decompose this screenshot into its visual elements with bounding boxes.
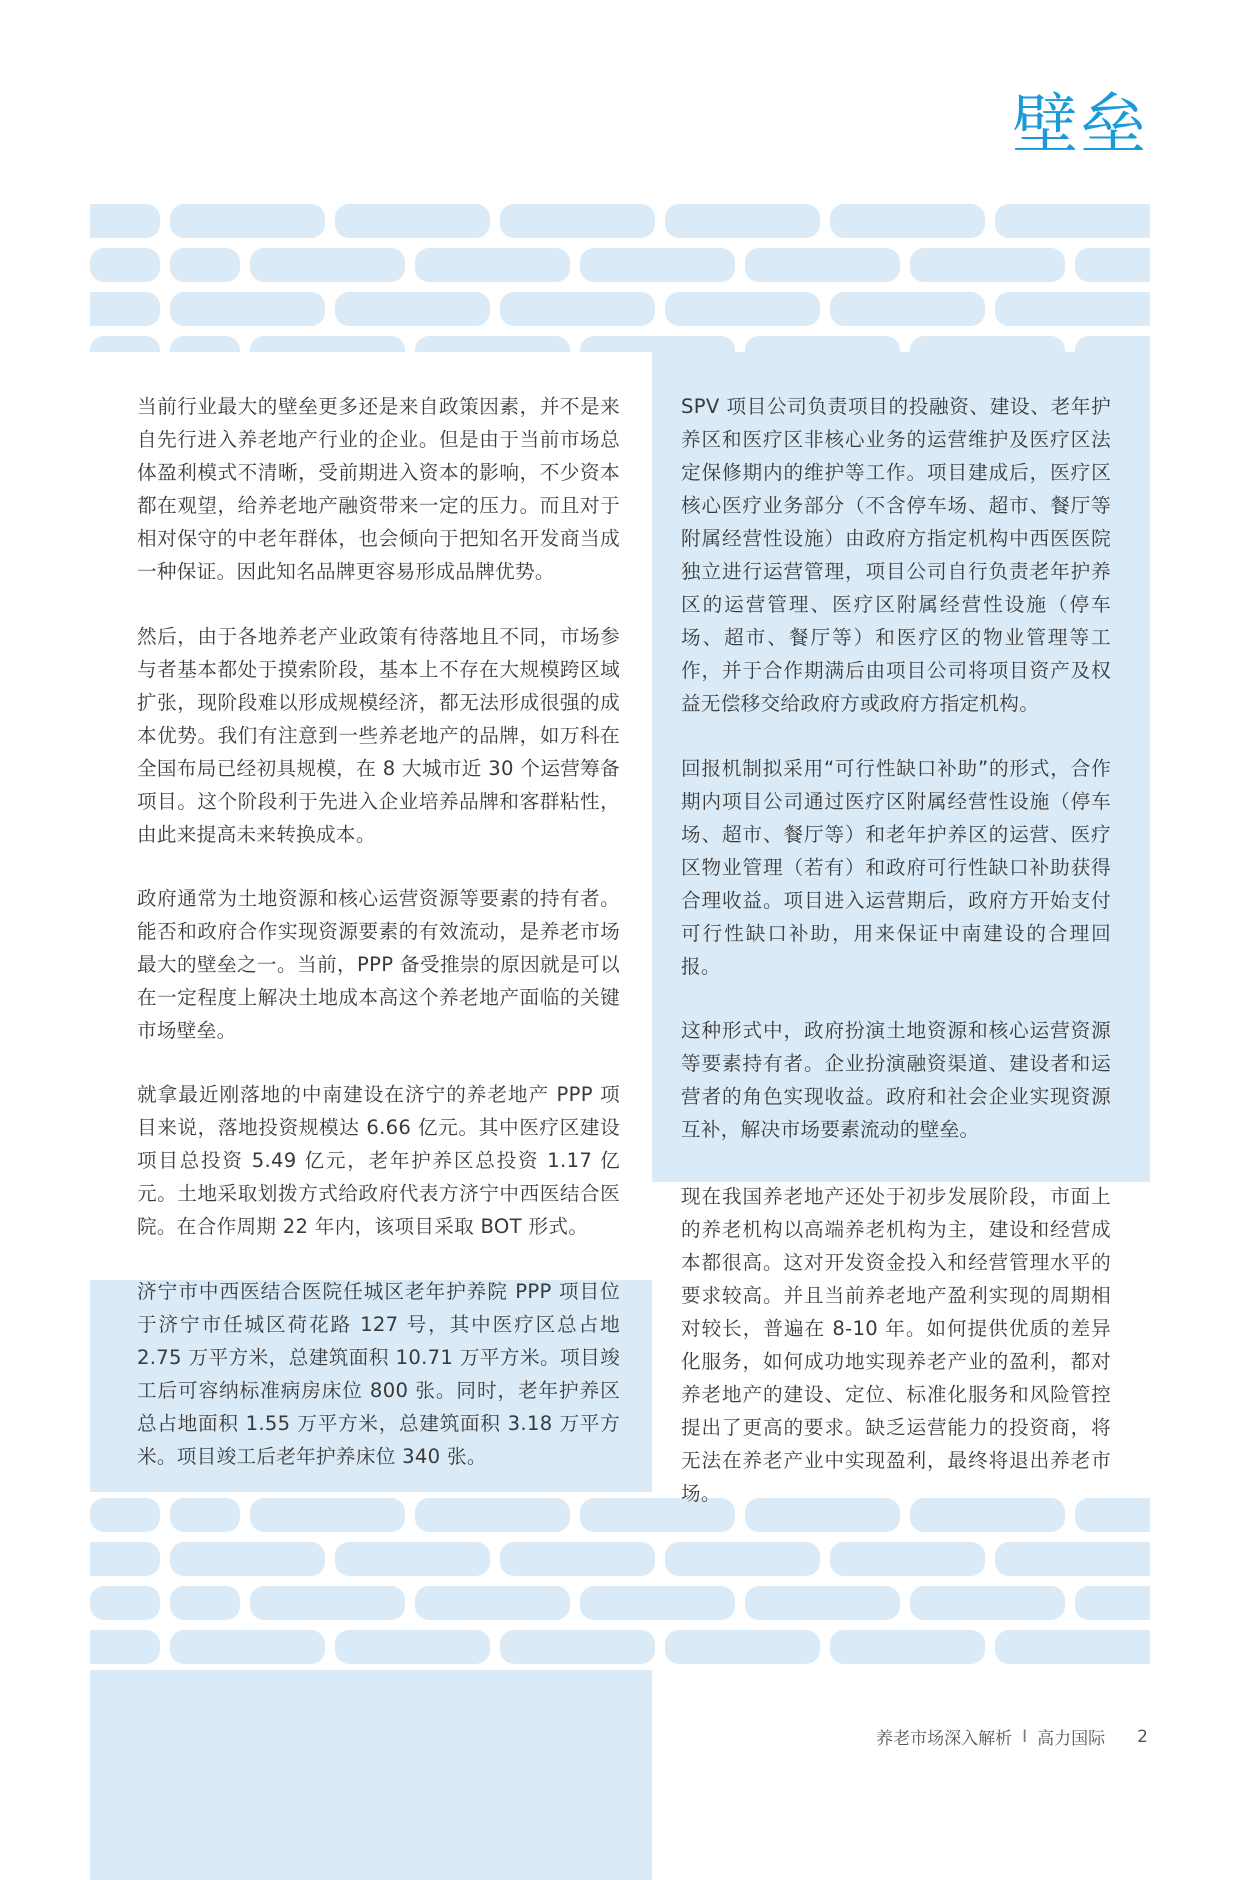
left-paragraph-4: 就拿最近刚落地的中南建设在济宁的养老地产 PPP 项目来说，落地投资规模达 6.66 亿元。其中医疗区建设项目总投资 5.49 亿元，老年护养区总投资 1.17 亿元。土地采取划拨方式给政府代表方济宁中西医结合医院。在合作周期 22 年内，该项目采取 BOT 形式。 <box>137 1083 620 1238</box>
left-paragraph-1: 当前行业最大的壁垒更多还是来自政策因素，并不是来自先行进入养老地产行业的企业。但是由于当前市场总体盈利模式不清晰，受前期进入资本的影响，不少资本都在观望，给养老地产融资带来一定的压力。而且对于相对保守的中老年群体，也会倾向于把知名开发商当成一种保证。因此知名品牌更容易形成品牌优势。 <box>137 395 620 583</box>
page-footer <box>876 1724 1148 1749</box>
right-paragraph-1: SPV 项目公司负责项目的投融资、建设、老年护养区和医疗区非核心业务的运营维护及医疗区法定保修期内的维护等工作。项目建成后，医疗区核心医疗业务部分（不含停车场、超市、餐厅等附属经营性设施）由政府方指定机构中西医医院独立进行运营管理，项目公司自行负责老年护养区的运营管理、医疗区附属经营性设施（停车场、超市、餐厅等）和医疗区的物业管理等工作，并于合作期满后由项目公司将项目资产及权益无偿移交给政府方或政府方指定机构。 <box>681 395 1111 715</box>
footer-separator: I <box>1022 1726 1028 1747</box>
page-number: 2 <box>1137 1726 1148 1747</box>
footer-publication: 养老市场深入解析 <box>876 1729 1013 1749</box>
left-paragraph-5: 济宁市中西医结合医院任城区老年护养院 PPP 项目位于济宁市任城区荷花路 127 号，其中医疗区总占地 2.75 万平方米，总建筑面积 10.71 万平方米。项目竣工后可容纳标准病房床位 800 张。同时，老年护养区总占地面积 1.55 万平方米，总建筑面积 3.18 万平方米。项目竣工后老年护养床位 340 张。 <box>137 1280 620 1468</box>
brick-pattern-bottom <box>90 1486 1150 1670</box>
right-paragraph-2: 回报机制拟采用“可行性缺口补助”的形式，合作期内项目公司通过医疗区附属经营性设施（停车场、超市、餐厅等）和老年护养区的运营、医疗区物业管理（若有）和政府可行性缺口补助获得合理收益。项目进入运营期后，政府方开始支付可行性缺口补助，用来保证中南建设的合理回报。 <box>681 757 1111 978</box>
right-paragraph-4: 现在我国养老地产还处于初步发展阶段，市面上的养老机构以高端养老机构为主，建设和经营成本都很高。这对开发资金投入和经营管理水平的要求较高。并且当前养老地产盈利实现的周期相对较长，普遍在 8-10 年。如何提供优质的差异化服务，如何成功地实现养老产业的盈利，都对养老地产的建设、定位、标准化服务和风险管控提出了更高的要求。缺乏运营能力的投资商，将无法在养老产业中实现盈利，最终将退出养老市场。 <box>681 1185 1111 1505</box>
right-paragraph-3: 这种形式中，政府扮演土地资源和核心运营资源等要素持有者。企业扮演融资渠道、建设者和运营者的角色实现收益。政府和社会企业实现资源互补，解决市场要素流动的壁垒。 <box>681 1019 1111 1141</box>
footer-company: 高力国际 <box>1037 1729 1106 1749</box>
brick-pattern-top <box>90 196 1150 352</box>
page-title: 壁垒 <box>1012 86 1148 163</box>
left-paragraph-3: 政府通常为土地资源和核心运营资源等要素的持有者。能否和政府合作实现资源要素的有效流动，是养老市场最大的壁垒之一。当前，PPP 备受推崇的原因就是可以在一定程度上解决土地成本高这个养老地产面临的关键市场壁垒。 <box>137 887 620 1042</box>
left-paragraph-2: 然后，由于各地养老产业政策有待落地且不同，市场参与者基本都处于摸索阶段，基本上不存在大规模跨区域扩张，现阶段难以形成规模经济，都无法形成很强的成本优势。我们有注意到一些养老地产的品牌，如万科在全国布局已经初具规模，在 8 大城市近 30 个运营筹备项目。这个阶段利于先进入企业培养品牌和客群粘性，由此来提高未来转换成本。 <box>137 625 620 846</box>
